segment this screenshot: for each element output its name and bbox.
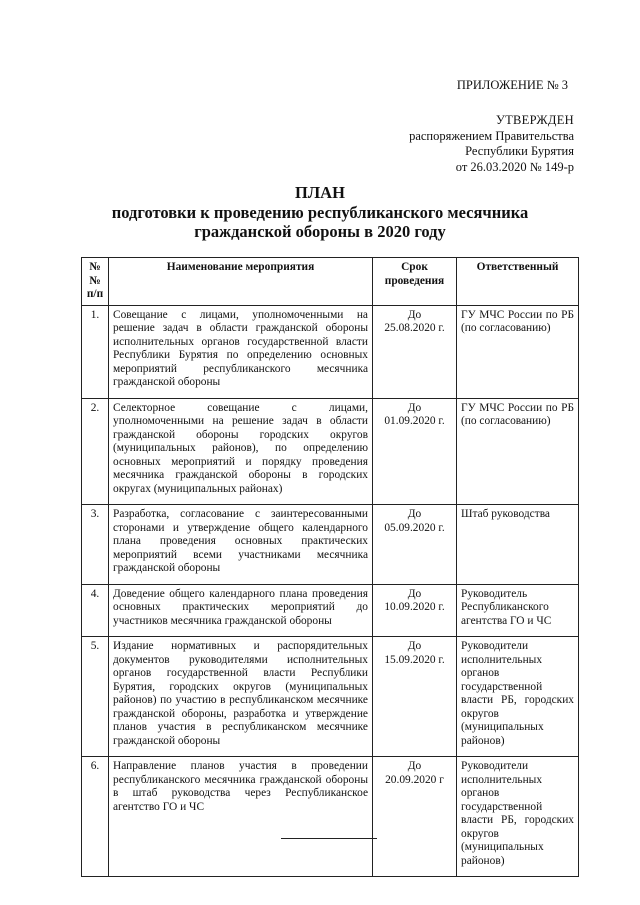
table-row — [82, 398, 579, 505]
deadline-date: 20.09.2020 г — [385, 773, 444, 786]
header-date — [373, 258, 457, 306]
row-activity: Издание нормативных и распорядительных документов руководителями исполнительных органов государственной власти Республики Бурятия, городских округов (муниципальных районов) по участию в республиканском месячнике гражданской обороны, разработка и утверждение планов участия в республиканском месячнике гражданской обороны — [109, 637, 373, 757]
title-line-3: гражданской обороны в 2020 году — [194, 222, 446, 241]
plan-table — [81, 257, 579, 877]
header-responsible: Ответственный — [457, 258, 579, 306]
row-activity: Селекторное совещание с лицами, уполномоченными на решение задач в области гражданской обороны городских округов (муниципальных районов), по определению основных мероприятий и порядку проведения месячника гражданской обороны в городских округах (муниципальных районах) — [109, 398, 373, 505]
deadline-date: 15.09.2020 г. — [384, 653, 445, 666]
table-row — [82, 505, 579, 585]
row-deadline — [373, 584, 457, 637]
deadline-prefix: До — [407, 508, 422, 520]
row-responsible: ГУ МЧС России по РБ (по согласованию) — [457, 398, 579, 505]
approval-line-3: Республики Бурятия — [465, 144, 574, 158]
row-deadline — [373, 505, 457, 585]
row-responsible: Руководители исполнительных органов государственной власти РБ, городских округов (муниципальных районов) — [457, 757, 579, 877]
deadline-prefix: До — [407, 760, 422, 772]
row-number: 5. — [82, 637, 109, 757]
header-date-line-1: Срок — [401, 261, 428, 273]
table-header-row — [82, 258, 579, 306]
document-title — [0, 183, 640, 242]
deadline-prefix: До — [407, 401, 422, 414]
row-activity: Совещание с лицами, уполномоченными на решение задач в области гражданской обороны исполнительных органов государственной власти Республики Бурятия по определению основных мероприятий республиканского месячника гражданской обороны — [109, 305, 373, 398]
row-activity: Разработка, согласование с заинтересованными сторонами и утверждение общего календарного плана проведения основных практических мероприятий всеми участниками месячника гражданской обороны — [109, 505, 373, 585]
row-number: 3. — [82, 505, 109, 585]
deadline-date: 01.09.2020 г. — [384, 415, 445, 427]
deadline-prefix: До — [407, 640, 422, 652]
row-responsible: Руководитель Республиканского агентства ГО и ЧС — [457, 584, 579, 637]
row-responsible: Руководители исполнительных органов государственной власти РБ, городских округов (муниципальных районов) — [457, 637, 579, 757]
footer-divider — [281, 838, 377, 839]
approval-heading: УТВЕРЖДЕН — [495, 113, 574, 127]
row-activity: Направление планов участия в проведении республиканского месячника гражданской обороны в штаб руководства через Республиканское агентство ГО и ЧС — [109, 757, 373, 877]
row-number: 2. — [82, 398, 109, 505]
row-responsible: ГУ МЧС России по РБ (по согласованию) — [457, 305, 579, 398]
deadline-prefix: До — [407, 587, 422, 600]
row-number: 6. — [82, 757, 109, 877]
header-number — [82, 258, 109, 306]
row-deadline — [373, 637, 457, 757]
table-row — [82, 637, 579, 757]
table-row — [82, 757, 579, 877]
row-number: 1. — [82, 305, 109, 398]
approval-line-4: от 26.03.2020 № 149-р — [455, 159, 574, 174]
table-row — [82, 305, 579, 398]
deadline-prefix: До — [407, 308, 422, 321]
row-responsible: Штаб руководства — [457, 505, 579, 585]
header-name: Наименование мероприятия — [109, 258, 373, 306]
table-row — [82, 584, 579, 637]
appendix-label: ПРИЛОЖЕНИЕ № 3 — [456, 78, 568, 92]
row-number: 4. — [82, 584, 109, 637]
title-line-2: подготовки к проведению республиканского месячника — [111, 202, 529, 222]
header-date-line-2: проведения — [384, 274, 445, 287]
approval-block — [409, 113, 574, 175]
deadline-date: 05.09.2020 г. — [384, 521, 445, 534]
row-activity: Доведение общего календарного плана проведения основных практических мероприятий до участников месячника гражданской обороны — [109, 584, 373, 637]
row-deadline — [373, 757, 457, 877]
header-number-line-2: п/п — [86, 288, 104, 300]
header-number-line-1: №№ — [89, 261, 101, 287]
deadline-date: 10.09.2020 г. — [384, 601, 445, 613]
row-deadline — [373, 305, 457, 398]
deadline-date: 25.08.2020 г. — [384, 322, 445, 334]
title-line-1: ПЛАН — [295, 183, 345, 202]
approval-line-2: распоряжением Правительства — [409, 128, 574, 143]
row-deadline — [373, 398, 457, 505]
